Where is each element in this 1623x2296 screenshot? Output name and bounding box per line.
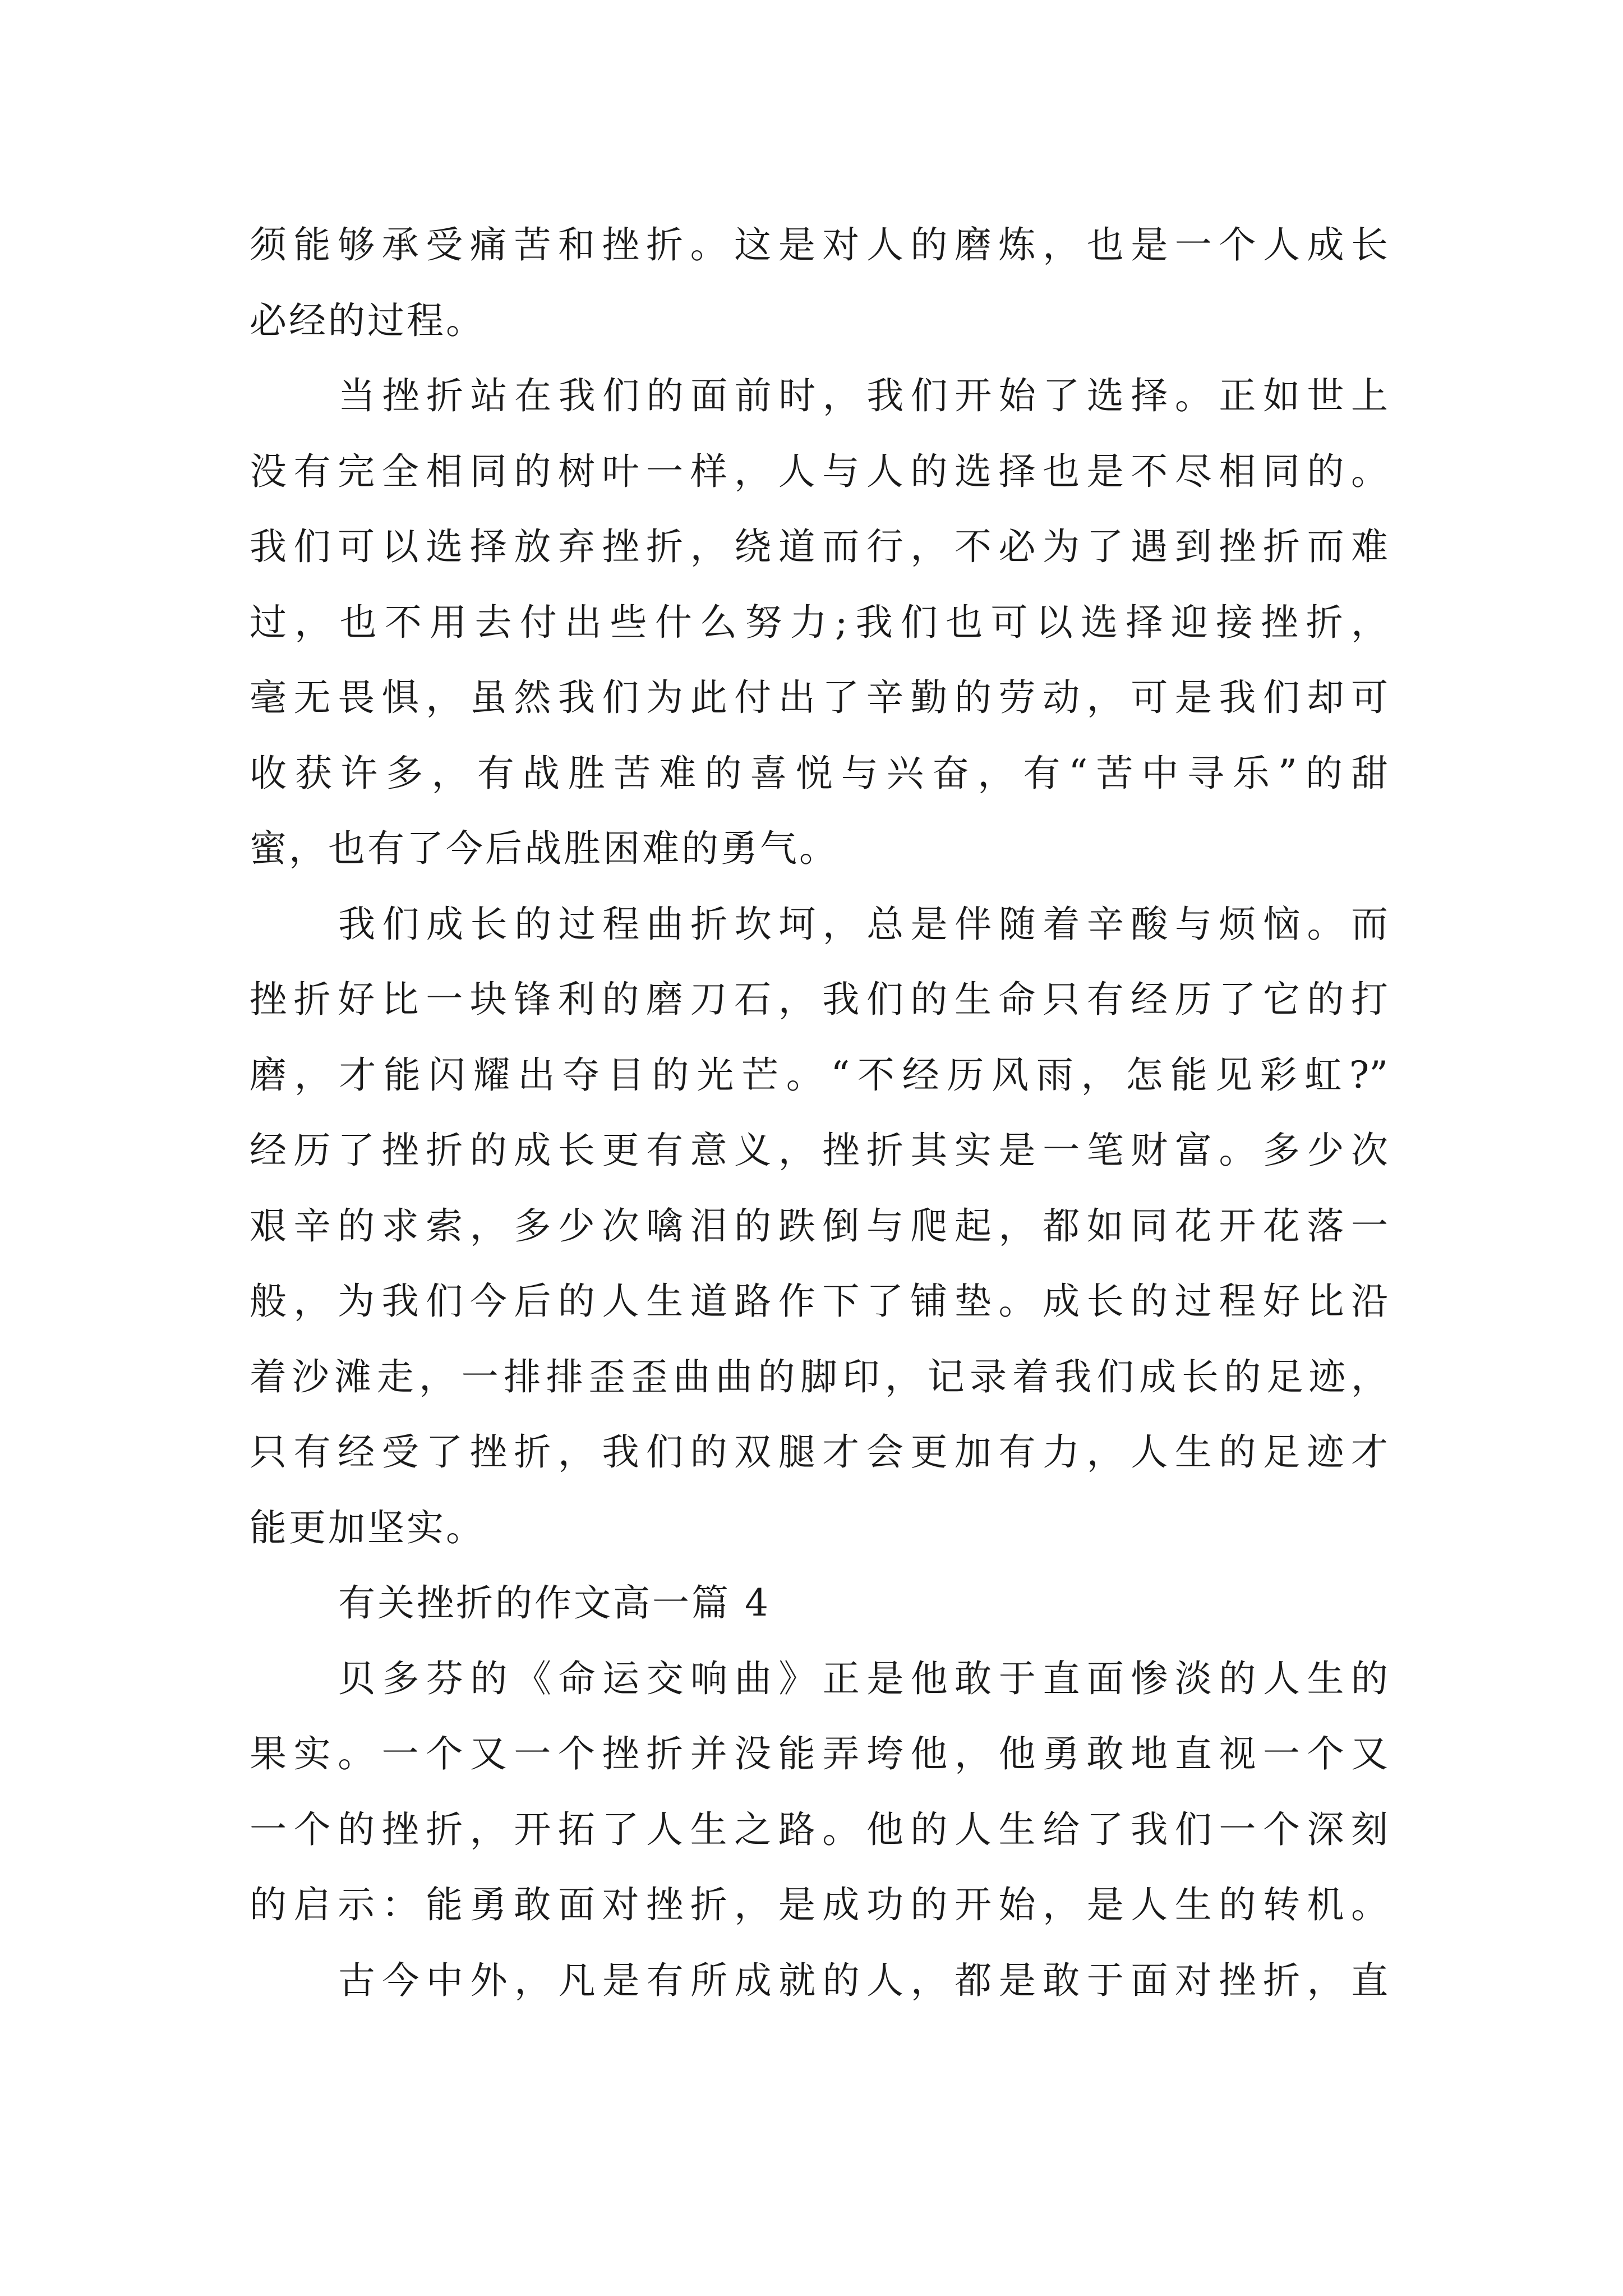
- text-line: 须能够承受痛苦和挫折。这是对人的磨炼，也是一个人成长: [250, 223, 1388, 266]
- text-line: 般，为我们今后的人生道路作下了铺垫。成长的过程好比沿: [250, 1280, 1388, 1323]
- text-line: 必经的过程。: [250, 298, 485, 342]
- text-line: 只有经受了挫折，我们的双腿才会更加有力，人生的足迹才: [250, 1430, 1388, 1474]
- text-line: 能更加坚实。: [250, 1506, 485, 1549]
- section-heading: 有关挫折的作文高一篇 4: [338, 1581, 771, 1625]
- text-line: 挫折好比一块锋利的磨刀石，我们的生命只有经历了它的打: [250, 978, 1388, 1021]
- text-line: 经历了挫折的成长更有意义，挫折其实是一笔财富。多少次: [250, 1129, 1388, 1172]
- paragraph-first-line: 我们成长的过程曲折坎坷，总是伴随着辛酸与烦恼。而: [338, 902, 1388, 946]
- paragraph-first-line: 古今中外，凡是有所成就的人，都是敢于面对挫折，直: [338, 1958, 1388, 2002]
- text-line: 果实。一个又一个挫折并没能弄垮他，他勇敢地直视一个又: [250, 1732, 1388, 1775]
- text-line: 一个的挫折，开拓了人生之路。他的人生给了我们一个深刻: [250, 1807, 1388, 1851]
- text-line: 的启示：能勇敢面对挫折，是成功的开始，是人生的转机。: [250, 1883, 1388, 1926]
- text-line: 磨，才能闪耀出夺目的光芒。“不经历风雨，怎能见彩虹?”: [250, 1053, 1388, 1097]
- paragraph-first-line: 贝多芬的《命运交响曲》正是他敢于直面惨淡的人生的: [338, 1657, 1388, 1700]
- text-line: 毫无畏惧，虽然我们为此付出了辛勤的劳动，可是我们却可: [250, 676, 1388, 719]
- text-line: 过，也不用去付出些什么努力;我们也可以选择迎接挫折，: [250, 600, 1388, 644]
- document-body: [250, 208, 1388, 2018]
- text-line: 我们可以选择放弃挫折，绕道而行，不必为了遇到挫折而难: [250, 525, 1388, 568]
- text-line: 收获许多，有战胜苦难的喜悦与兴奋，有“苦中寻乐”的甜: [250, 751, 1388, 795]
- paragraph-first-line: 当挫折站在我们的面前时，我们开始了选择。正如世上: [338, 374, 1388, 417]
- text-line: 没有完全相同的树叶一样，人与人的选择也是不尽相同的。: [250, 449, 1388, 493]
- text-line: 蜜，也有了今后战胜困难的勇气。: [250, 827, 838, 870]
- text-line: 着沙滩走，一排排歪歪曲曲的脚印，记录着我们成长的足迹，: [250, 1355, 1388, 1398]
- text-line: 艰辛的求索，多少次噙泪的跌倒与爬起，都如同花开花落一: [250, 1204, 1388, 1248]
